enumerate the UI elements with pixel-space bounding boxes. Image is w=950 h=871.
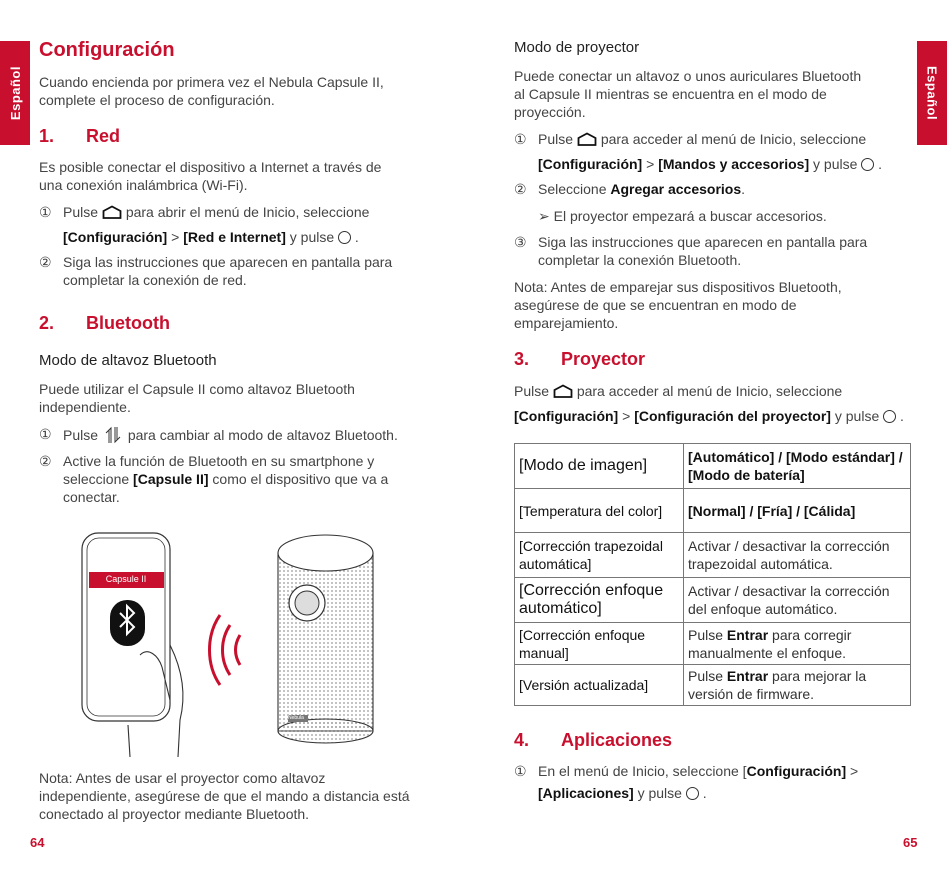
table-cell-value: Pulse Entrar para corregir manualmente el enfoque. bbox=[684, 623, 911, 665]
home-icon bbox=[102, 205, 122, 219]
table-cell-key: [Corrección trapezoidal automática] bbox=[515, 533, 684, 578]
language-tab-left bbox=[0, 41, 30, 145]
table-cell-value: Activar / desactivar la corrección del enfoque automático. bbox=[684, 578, 911, 623]
page-number-right: 65 bbox=[903, 835, 918, 850]
table-cell-value: Pulse Entrar para mejorar la versión de firmware. bbox=[684, 665, 911, 706]
projector-speaker-illustration bbox=[278, 535, 373, 743]
phone-device-label: Capsule II bbox=[105, 574, 147, 584]
home-icon bbox=[577, 132, 597, 146]
section-heading-red: 1. Red bbox=[39, 126, 121, 146]
red-step-1: ① Pulse para abrir el menú de Inicio, seleccione [Configuración] > [Red e Internet] y pulse . bbox=[39, 204, 370, 245]
projector-mode-step-2-result: ➢ El proyector empezará a buscar accesorios. bbox=[538, 208, 827, 224]
mode-switch-icon bbox=[102, 425, 124, 445]
table-cell-value: [Automático] / [Modo estándar] / [Modo de batería] bbox=[684, 444, 911, 489]
table-cell-key: [Temperatura del color] bbox=[515, 489, 684, 533]
bluetooth-speaker-subheading: Modo de altavoz Bluetooth bbox=[39, 352, 217, 369]
right-note: Nota: Antes de emparejar sus dispositivos Bluetooth, asegúrese de que se encuentran en modo de emparejamiento. bbox=[514, 279, 842, 331]
ok-button-icon bbox=[338, 231, 351, 244]
intro-text: Cuando encienda por primera vez el Nebula Capsule II, complete el proceso de configuración. bbox=[39, 74, 384, 108]
bluetooth-step-1: ① Pulse para cambiar al modo de altavoz Bluetooth. bbox=[39, 426, 398, 443]
projector-mode-step-3: ③ Siga las instrucciones que aparecen en pantalla para completar la conexión Bluetooth. bbox=[514, 234, 868, 268]
projector-mode-paragraph: Puede conectar un altavoz o unos auriculares Bluetooth al Capsule II mientras se encuentra en el modo de proyección. bbox=[514, 68, 862, 120]
red-step-2: ② Siga las instrucciones que aparecen en pantalla para completar la conexión de red. bbox=[39, 254, 393, 288]
ok-button-icon bbox=[861, 158, 874, 171]
projector-mode-step-2: ② Seleccione Agregar accesorios. bbox=[514, 181, 746, 197]
sound-waves-icon bbox=[210, 615, 241, 685]
table-cell-value: Activar / desactivar la corrección trapezoidal automática. bbox=[684, 533, 911, 578]
projector-mode-step-1: ① Pulse para acceder al menú de Inicio, seleccione [Configuración] > [Mandos y accesorios] y pulse . bbox=[514, 131, 883, 172]
page-number-left: 64 bbox=[30, 835, 45, 850]
aplicaciones-step-1: ① En el menú de Inicio, seleccione [Configuración] > [Aplicaciones] y pulse . bbox=[514, 763, 859, 801]
section-red-paragraph: Es posible conectar el dispositivo a Internet a través de una conexión inalámbrica (Wi-Fi). bbox=[39, 159, 382, 193]
table-cell-key: [Modo de imagen] bbox=[515, 444, 684, 489]
table-cell-value: [Normal] / [Fría] / [Cálida] bbox=[684, 489, 911, 533]
table-cell-key: [Corrección enfoque manual] bbox=[515, 623, 684, 665]
projector-mode-subheading: Modo de proyector bbox=[514, 39, 640, 56]
language-tab-label: Español bbox=[7, 65, 23, 121]
section-heading-bluetooth: 2. Bluetooth bbox=[39, 313, 170, 333]
table-cell-key: [Corrección enfoque automático] bbox=[515, 578, 684, 623]
table-cell-key: [Versión actualizada] bbox=[515, 665, 684, 706]
smartphone-illustration bbox=[82, 533, 183, 757]
language-tab-label: Español bbox=[924, 65, 940, 121]
table-row bbox=[515, 623, 911, 665]
page-title: Configuración bbox=[39, 39, 175, 61]
ok-button-icon bbox=[883, 410, 896, 423]
home-icon bbox=[553, 384, 573, 398]
bluetooth-step-2: ② Active la función de Bluetooth en su smartphone y seleccione [Capsule II] como el dispositivo que va a conectar. bbox=[39, 453, 389, 505]
proyector-instructions: Pulse para acceder al menú de Inicio, seleccione [Configuración] > [Configuración del proyector] y pulse . bbox=[514, 383, 904, 424]
table-row bbox=[515, 533, 911, 578]
section-heading-proyector: 3. Proyector bbox=[514, 349, 646, 369]
projector-settings-table bbox=[514, 443, 911, 706]
bluetooth-pairing-illustration bbox=[70, 525, 430, 760]
table-row bbox=[515, 578, 911, 623]
table-row bbox=[515, 444, 911, 489]
language-tab-right bbox=[917, 41, 947, 145]
table-row bbox=[515, 665, 911, 706]
section-heading-aplicaciones: 4. Aplicaciones bbox=[514, 730, 673, 750]
table-row bbox=[515, 489, 911, 533]
left-note: Nota: Antes de usar el proyector como altavoz independiente, asegúrese de que el mando a distancia está conectado al proyector mediante Bluetooth. bbox=[39, 770, 410, 822]
device-badge: Nebula bbox=[288, 715, 304, 721]
bluetooth-paragraph: Puede utilizar el Capsule II como altavoz Bluetooth independiente. bbox=[39, 381, 355, 415]
ok-button-icon bbox=[686, 787, 699, 800]
